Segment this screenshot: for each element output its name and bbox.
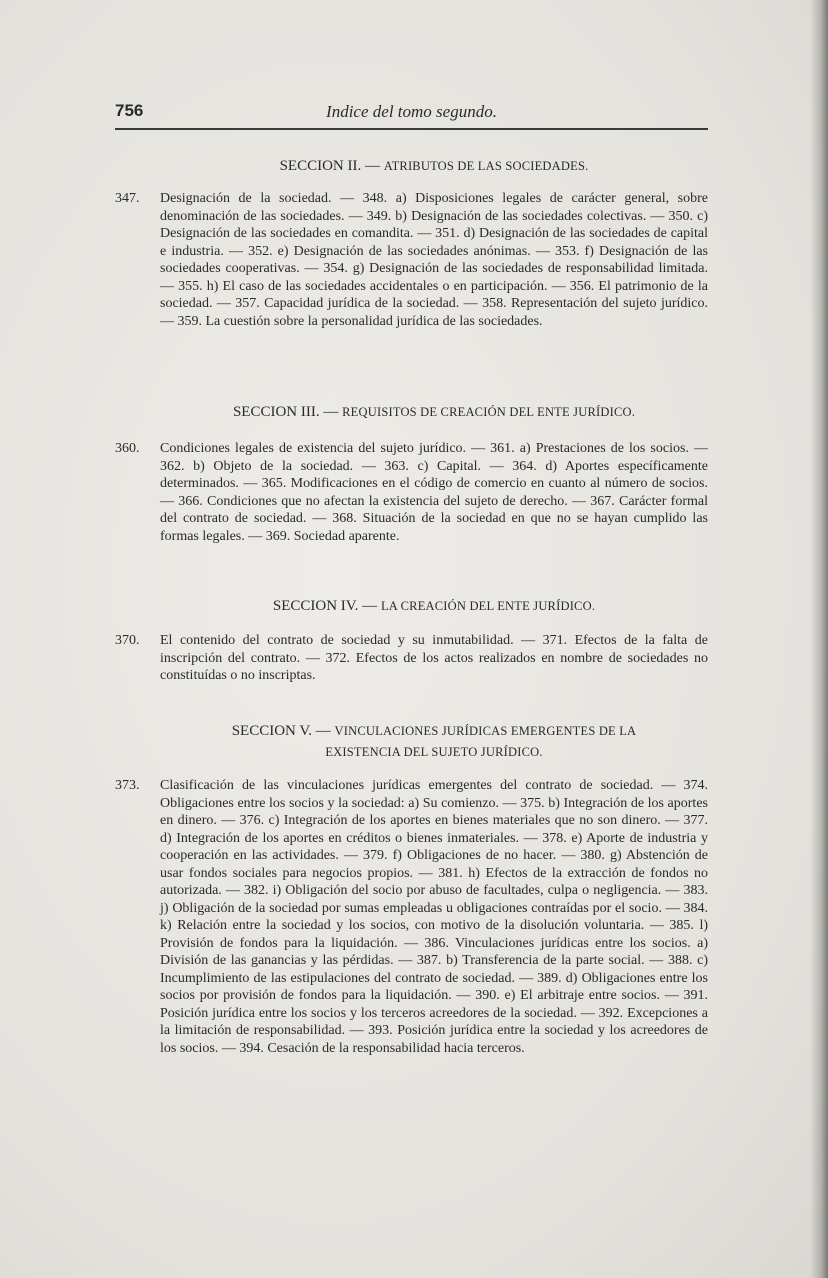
section-heading-prefix: SECCION II. — <box>279 158 380 174</box>
section-heading-prefix: SECCION V. — <box>231 723 331 739</box>
section-heading-iii <box>160 402 708 423</box>
entry-text: Condiciones legales de existencia del sujeto jurídico. — 361. a) Prestaciones de los socios. — 362. b) Objeto de la sociedad. — 363. c) Capital. — 364. d) Aportes específicamente determinados. — 365. Modificaciones en el código de comercio en cuanto al número de socios. — 366. Condiciones que no afectan la existencia del sujeto de derecho. — 367. Carácter formal del contrato de sociedad. — 368. Situación de la sociedad en que no se hayan cumplido las formas legales. — 369. Sociedad aparente. <box>160 441 708 544</box>
page-number: 756 <box>115 101 144 120</box>
section-heading-prefix: SECCION IV. — <box>272 598 378 614</box>
section-entry-v <box>115 777 708 1057</box>
page-edge-shadow <box>810 0 828 1278</box>
entry-number: 370. <box>115 633 140 648</box>
section-heading-ii <box>160 156 708 177</box>
section-heading-title: VINCULACIONES JURÍDICAS EMERGENTES DE LA <box>334 724 637 738</box>
page-header <box>115 101 708 127</box>
section-heading-iv <box>160 596 708 617</box>
entry-text: El contenido del contrato de sociedad y su inmutabilidad. — 371. Efectos de la falta de inscripción del contrato. — 372. Efectos de los actos realizados en nombre de sociedades no constituídas o no inscriptas. <box>160 633 708 683</box>
header-rule <box>115 128 708 130</box>
entry-text: Clasificación de las vinculaciones jurídicas emergentes del contrato de sociedad. — 374. Obligaciones entre los socios y la sociedad: a) Su comienzo. — 375. b) Integración de los aportes en dinero. — 376. c) Integración de los aportes en bienes materiales que no son dinero. — 377. d) Integración de los aportes en créditos o bienes inmateriales. — 378. e) Aporte de industria y cooperación en las actividades. — 379. f) Obligaciones de no hacer. — 380. g) Abstención de usar fondos sociales para negocios propios. — 381. h) Efectos de la extracción de fondos no autorizada. — 382. i) Obligación del socio por abuso de facultades, culpa o negligencia. — 383. j) Obligación de la sociedad por sumas empleadas u obligaciones contraídas por el socio. — 384. k) Relación entre la sociedad y los socios, con motivo de la disolución voluntaria. — 385. l) Provisión de fondos para la liquidación. — 386. Vinculaciones jurídicas entre los socios. a) División de las ganancias y las pérdidas. — 387. b) Transferencia de la parte social. — 388. c) Incumplimiento de las estipulaciones del contrato de sociedad. — 389. d) Obligaciones entre los socios por provisión de fondos para la liquidación. — 390. e) El arbitraje entre socios. — 391. Posición jurídica entre los socios y los terceros acreedores de la sociedad. — 392. Excepciones a la limitación de responsabilidad. — 393. Posición jurídica entre la sociedad y los acreedores de los socios. — 394. Cesación de la responsabilidad hacia terceros. <box>160 778 708 1056</box>
entry-number: 373. <box>115 778 140 793</box>
entry-number: 360. <box>115 441 140 456</box>
section-heading-title: LA CREACIÓN DEL ENTE JURÍDICO. <box>380 599 596 613</box>
section-heading-title: ATRIBUTOS DE LAS SOCIEDADES. <box>383 159 589 173</box>
running-title: Indice del tomo segundo. <box>326 102 497 121</box>
section-heading-title-line2: EXISTENCIA DEL SUJETO JURÍDICO. <box>325 745 543 759</box>
section-entry-iv <box>115 632 708 685</box>
section-heading-v <box>160 721 708 763</box>
section-entry-ii <box>115 190 708 330</box>
section-heading-title: REQUISITOS DE CREACIÓN DEL ENTE JURÍDICO. <box>342 405 636 419</box>
section-heading-prefix: SECCION III. — <box>232 404 339 420</box>
section-entry-iii <box>115 440 708 545</box>
entry-number: 347. <box>115 191 140 206</box>
entry-text: Designación de la sociedad. — 348. a) Disposiciones legales de carácter general, sobre denominación de las sociedades. — 349. b) Designación de las sociedades colectivas. — 350. c) Designación de las sociedades en comandita. — 351. d) Designación de las sociedades de capital e industria. — 352. e) Designación de las sociedades anónimas. — 353. f) Designación de las sociedades cooperativas. — 354. g) Designación de las sociedades de responsabilidad limitada. — 355. h) El caso de las sociedades accidentales o en participación. — 356. El patrimonio de la sociedad. — 357. Capacidad jurídica de la sociedad. — 358. Representación del sujeto jurídico. — 359. La cuestión sobre la personalidad jurídica de las sociedades. <box>160 191 708 329</box>
